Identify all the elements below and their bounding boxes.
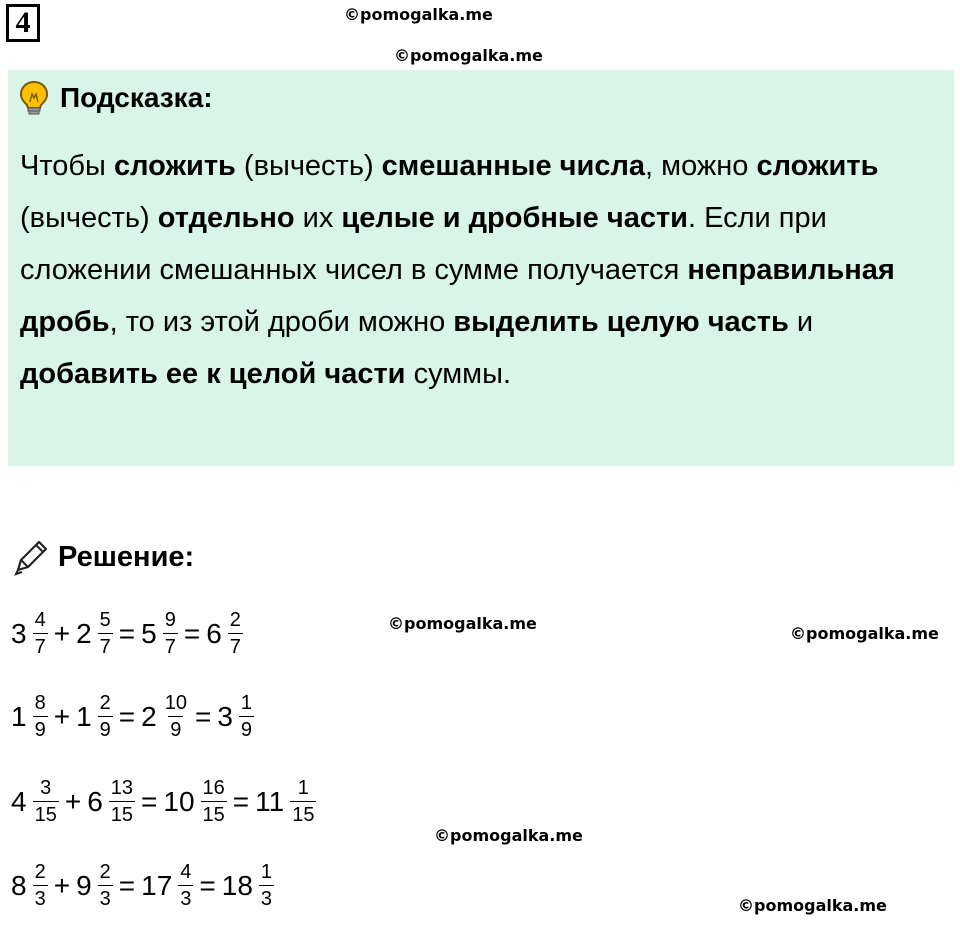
numerator: 4 (180, 861, 192, 883)
hint-bold-text: целые и дробные части (341, 202, 688, 234)
hint-bold-text: смешанные числа (381, 150, 646, 182)
numerator: 16 (202, 777, 225, 799)
hint-text-fragment: . Если при сложении смешанных чисел в сумме получается (20, 202, 827, 286)
denominator: 9 (98, 716, 113, 740)
hint-text-fragment: и (788, 306, 814, 338)
denominator: 7 (163, 633, 178, 657)
whole-part: 3 (217, 700, 233, 732)
whole-part: 2 (141, 700, 157, 732)
operator: + (64, 785, 82, 817)
numerator: 9 (164, 609, 176, 631)
whole-part: 1 (11, 700, 27, 732)
denominator: 3 (98, 885, 113, 909)
numerator: 5 (99, 609, 111, 631)
hint-text-fragment: (вычесть) (20, 202, 158, 234)
numerator: 8 (34, 692, 46, 714)
hint-text-fragment: , можно (645, 150, 757, 182)
denominator: 9 (168, 716, 183, 740)
fraction (178, 862, 193, 909)
whole-part: 17 (141, 869, 173, 901)
lightbulb-icon (18, 80, 50, 116)
denominator: 9 (239, 716, 254, 740)
fraction (228, 610, 243, 657)
numerator: 1 (297, 777, 309, 799)
whole-part: 3 (11, 617, 27, 649)
numerator: 10 (164, 692, 187, 714)
hint-text (20, 140, 940, 400)
hint-bold-text: сложить (113, 150, 236, 182)
fraction (239, 693, 254, 740)
hint-text-fragment: (вычесть) (235, 150, 382, 182)
whole-part: 8 (11, 869, 27, 901)
fraction (98, 693, 113, 740)
denominator: 15 (109, 801, 135, 825)
watermark: ©pomogalka.me (434, 826, 583, 845)
whole-part: 10 (163, 785, 195, 817)
denominator: 3 (178, 885, 193, 909)
watermark: ©pomogalka.me (738, 896, 887, 915)
operator: + (53, 700, 71, 732)
numerator: 2 (229, 609, 241, 631)
operator: = (183, 617, 201, 649)
denominator: 7 (33, 633, 48, 657)
fraction (98, 610, 113, 657)
hint-text-fragment: суммы. (405, 358, 512, 390)
solution-title: Решение: (58, 540, 195, 573)
hint-text-fragment: Чтобы (20, 150, 114, 182)
numerator: 3 (40, 777, 52, 799)
fraction (33, 693, 48, 740)
equation-row (8, 862, 277, 909)
equation-row (8, 610, 246, 657)
whole-part: 18 (221, 869, 253, 901)
solution-heading (12, 538, 194, 576)
denominator: 3 (259, 885, 274, 909)
operator: = (141, 785, 158, 817)
fraction (163, 610, 178, 657)
equation-row (8, 778, 319, 825)
hint-bold-text: сложить (756, 150, 879, 182)
hint-title: Подсказка: (60, 82, 213, 113)
whole-part: 4 (11, 785, 27, 817)
numerator: 2 (34, 861, 46, 883)
operator: = (194, 700, 212, 732)
watermark: ©pomogalka.me (394, 46, 543, 65)
operator: = (118, 617, 136, 649)
operator: = (118, 869, 136, 901)
hint-heading (18, 80, 213, 116)
numerator: 2 (99, 861, 111, 883)
numerator: 13 (110, 777, 134, 799)
hint-bold-text: добавить ее к целой части (20, 358, 406, 390)
operator: + (53, 869, 71, 901)
whole-part: 9 (76, 869, 92, 901)
denominator: 7 (228, 633, 243, 657)
fraction (33, 778, 59, 825)
denominator: 15 (33, 801, 59, 825)
operator: = (232, 785, 250, 817)
fraction (163, 693, 189, 740)
hint-text-fragment: , то из этой дроби можно (109, 306, 454, 338)
hint-bold-text: неправильная дробь (20, 254, 895, 338)
whole-part: 5 (141, 617, 157, 649)
operator: + (53, 617, 71, 649)
numerator: 1 (240, 692, 253, 714)
numerator: 2 (99, 692, 111, 714)
fraction (109, 778, 135, 825)
operator: = (118, 700, 136, 732)
fraction (201, 778, 227, 825)
watermark: ©pomogalka.me (344, 5, 493, 24)
watermark: ©pomogalka.me (388, 614, 537, 633)
fraction (259, 862, 274, 909)
whole-part: 6 (206, 617, 222, 649)
fraction (33, 862, 48, 909)
task-number: 4 (6, 4, 40, 42)
denominator: 7 (98, 633, 113, 657)
equation-row (8, 693, 257, 740)
operator: = (199, 869, 216, 901)
denominator: 9 (33, 716, 48, 740)
hint-text-fragment: их (294, 202, 342, 234)
numerator: 1 (260, 861, 273, 883)
watermark: ©pomogalka.me (790, 624, 939, 643)
denominator: 15 (290, 801, 316, 825)
numerator: 4 (34, 609, 46, 631)
whole-part: 6 (87, 785, 103, 817)
fraction (290, 778, 316, 825)
pencil-icon (12, 538, 50, 576)
denominator: 3 (33, 885, 48, 909)
whole-part: 11 (255, 785, 285, 817)
whole-part: 2 (76, 617, 92, 649)
hint-bold-text: отдельно (157, 202, 295, 234)
fraction (33, 610, 48, 657)
denominator: 15 (201, 801, 227, 825)
hint-bold-text: выделить целую часть (453, 306, 789, 338)
whole-part: 1 (76, 700, 92, 732)
fraction (98, 862, 113, 909)
